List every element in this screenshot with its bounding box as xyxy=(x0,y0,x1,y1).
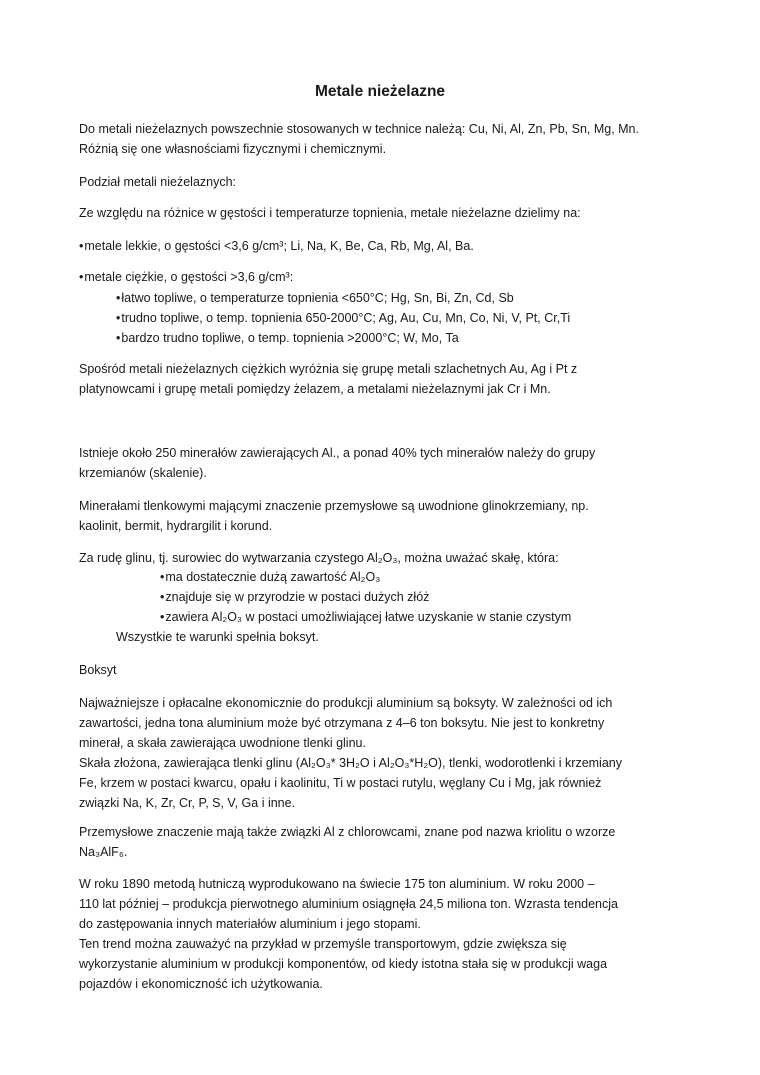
classification-intro: Ze względu na różnice w gęstości i temperaturze topnienia, metale nieżelazne dzielimy na: xyxy=(79,206,581,220)
text-line: 110 lat później – produkcja pierwotnego aluminium osiągnęła 24,5 miliona ton. Wzrasta tendencja xyxy=(79,897,618,911)
cryolite-paragraph xyxy=(79,822,689,862)
text-line: związki Na, K, Zr, Cr, P, S, V, Ga i inne. xyxy=(79,796,296,810)
text-line: Istnieje około 250 minerałów zawierających Al., a ponad 40% tych minerałów należy do grupy xyxy=(79,446,596,460)
text-line: krzemianów (skalenie). xyxy=(79,466,207,480)
text-line: Ten trend można zauważyć na przykład w przemyśle transportowym, gdzie zwiększa się xyxy=(79,937,567,951)
text-line: Do metali nieżelaznych powszechnie stosowanych w technice należą: Cu, Ni, Al, Zn, Pb, Sn, Mg, Mn. xyxy=(79,122,639,136)
ore-conditions-list xyxy=(160,567,700,627)
text-line: kaolinit, bermit, hydrargilit i korund. xyxy=(79,519,273,533)
text-line: do zastępowania innych materiałów aluminium i jego stopami. xyxy=(79,917,421,931)
list-item: • zawiera Al₂O₃ w postaci umożliwiającej łatwe uzyskanie w stanie czystym xyxy=(160,607,700,627)
oxide-minerals-paragraph xyxy=(79,496,689,536)
list-item: • ma dostatecznie dużą zawartość Al₂O₃ xyxy=(160,567,700,587)
text-line: Różnią się one własnościami fizycznymi i chemicznymi. xyxy=(79,142,387,156)
bauxite-paragraph xyxy=(79,693,689,813)
text-line: minerał, a skała zawierająca uwodnione tlenki glinu. xyxy=(79,736,366,750)
intro-paragraph xyxy=(79,119,689,159)
classification-heading: Podział metali nieżelaznych: xyxy=(79,175,237,189)
list-item: • znajduje się w przyrodzie w postaci dużych złóż xyxy=(160,587,700,607)
text-line: Na₃AlF₆. xyxy=(79,845,128,859)
minerals-paragraph xyxy=(79,443,689,483)
text-line: Skała złożona, zawierająca tlenki glinu (Al₂O₃* 3H₂O i Al₂O₃*H₂O), tlenki, wodorotlenki i krzemiany xyxy=(79,756,622,770)
text-line: wykorzystanie aluminium w produkcji komponentów, od kiedy istotna stała się w produkcji waga xyxy=(79,957,608,971)
page-title: Metale nieżelazne xyxy=(314,83,446,100)
text-line: Najważniejsze i opłacalne ekonomicznie do produkcji aluminium są boksyty. W zależności od ich xyxy=(79,696,613,710)
text-line: W roku 1890 metodą hutniczą wyprodukowano na świecie 175 ton aluminium. W roku 2000 – xyxy=(79,877,595,891)
list-item: • łatwo topliwe, o temperaturze topnienia <650°C; Hg, Sn, Bi, Zn, Cd, Sb xyxy=(116,288,696,308)
list-item: • trudno topliwe, o temp. topnienia 650-2000°C; Ag, Au, Cu, Mn, Co, Ni, V, Pt, Cr,Ti xyxy=(116,308,696,328)
bauxite-heading: Boksyt xyxy=(79,663,117,677)
production-paragraph xyxy=(79,874,689,994)
list-item-light-metals: • metale lekkie, o gęstości <3,6 g/cm³; Li, Na, K, Be, Ca, Rb, Mg, Al, Ba. xyxy=(79,236,689,256)
text-line: Spośród metali nieżelaznych ciężkich wyróżnia się grupę metali szlachetnych Au, Ag i Pt z xyxy=(79,362,578,376)
text-line: pojazdów i ekonomiczność ich użytkowania. xyxy=(79,977,323,991)
text-line: zawartości, jedna tona aluminium może być otrzymana z 4–6 ton boksytu. Nie jest to konkretny xyxy=(79,716,605,730)
list-item-heavy-metals: • metale ciężkie, o gęstości >3,6 g/cm³: xyxy=(79,267,689,287)
list-item: • bardzo trudno topliwe, o temp. topnienia >2000°C; W, Mo, Ta xyxy=(116,328,696,348)
text-line: Przemysłowe znaczenie mają także związki Al z chlorowcami, znane pod nazwa kriolitu o wzorze xyxy=(79,825,616,839)
heavy-metals-sublist xyxy=(116,288,696,348)
ore-conclusion: Wszystkie te warunki spełnia boksyt. xyxy=(116,630,319,644)
ore-intro: Za rudę glinu, tj. surowiec do wytwarzania czystego Al₂O₃, można uważać skałę, która: xyxy=(79,551,559,565)
text-line: platynowcami i grupę metali pomiędzy żelazem, a metalami nieżelaznymi jak Cr i Mn. xyxy=(79,382,551,396)
text-line: Minerałami tlenkowymi mającymi znaczenie przemysłowe są uwodnione glinokrzemiany, np. xyxy=(79,499,589,513)
text-line: Fe, krzem w postaci kwarcu, opału i kaolinitu, Ti w postaci rutylu, węglany Cu i Mg, jak również xyxy=(79,776,602,790)
heavy-groups-paragraph xyxy=(79,359,689,399)
